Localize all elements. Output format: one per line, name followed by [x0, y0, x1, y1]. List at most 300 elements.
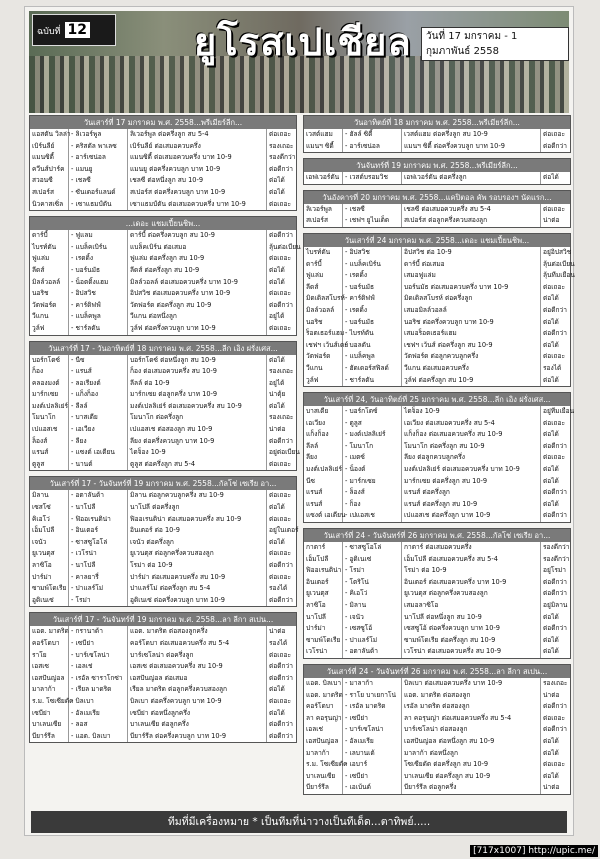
verdict: ต่อเถอะ [269, 491, 291, 500]
away-team: - ลอเรียงต์ [69, 378, 128, 390]
tip-text: แมนยู ต่อครึ่งควบลูก บาท 10-9 [128, 164, 267, 176]
verdict: ต่อเถอะ [543, 282, 565, 291]
away-team: - เรอัล มาดริด [343, 701, 402, 713]
home-team: เวโรน่า [304, 646, 343, 658]
home-team: ก็อง [30, 366, 69, 378]
verdict: ต่อเถอะ [269, 549, 291, 558]
verdict: อยู่ต่อเบียน [269, 448, 300, 457]
away-team: - เรดดิ้ง [343, 270, 402, 282]
away-team: - ล็องส์ [343, 487, 402, 499]
home-team: เชฟฯ เว้นส์เดย์ [304, 340, 343, 352]
away-team: - แบล็คพูล [343, 351, 402, 363]
verdict: ต่อดีกว่า [543, 329, 567, 338]
tip-text: โซเซียดัด ต่อครึ่งลูก สบ 10-9 [402, 759, 541, 771]
verdict: ต่อได้ [543, 736, 559, 745]
table-row [304, 635, 579, 647]
verdict: ลุ้นต่อเบียน [543, 259, 575, 268]
tip-text: มงต์เปลลิเย่ร์ ต่อเสมอควบครึ่ง บาท 10-9 [402, 464, 541, 476]
table-row [30, 389, 305, 401]
tip-text: ลิเวอร์พูล ต่อครึ่งลูก สบ 5-4 [128, 129, 267, 141]
tip-text: บาเลนเซีย ต่อลูกครึ่ง [128, 719, 267, 731]
fixture-section [29, 216, 301, 335]
away-team: - อัลเมเรีย [69, 708, 128, 720]
table-row [304, 172, 579, 184]
home-team: ปาร์ม่า [304, 623, 343, 635]
away-team: - นาโปลี [69, 560, 128, 572]
away-team: - บาสเตีย [69, 412, 128, 424]
tip-text: ลา คอรุนญ่า ต่อเสมอควบครึ่ง สบ 5-4 [402, 713, 541, 725]
away-team: - อตาลันต้า [343, 646, 402, 658]
tip-text: ลียง ต่อครึ่งควบลูก บาท 10-9 [128, 436, 267, 448]
table-row [30, 696, 305, 708]
tip-text: เสมอลาซิโอ [402, 600, 541, 612]
table-row [30, 638, 305, 650]
magazine-title: ยูโรสเปเชียล [194, 19, 412, 64]
verdict: ต่อเถอะ [269, 459, 291, 468]
tip-text: เสมอมิลล์วอลล์ [402, 305, 541, 317]
tip-text: แรนส์ ต่อครึ่งลูก สบ 10-9 [402, 499, 541, 511]
tip-text: เจนัว ต่อครึ่งลูก [128, 537, 267, 549]
verdict: ต่อเถอะ [269, 254, 291, 263]
home-team: วีแกน [304, 363, 343, 375]
home-team: ลา คอรุนญ่า [304, 713, 343, 725]
away-team: - อูดิเนเซ่ [343, 554, 402, 566]
footer-note: ทีมที่มีเครื่องหมาย * เป็นทีมที่น่าวางเป็นทีเด็ด...ตาทิพย์..... [31, 811, 567, 833]
fixture-section [303, 158, 571, 185]
issue-number: 12 [65, 22, 90, 38]
home-team: แมนซิตี้ [30, 152, 69, 164]
home-team: กาตาร์ [304, 542, 343, 554]
home-team: คิเอโว่ [30, 514, 69, 526]
table-row [30, 175, 305, 187]
home-team: มงต์เปลลิเย่ร์ [304, 464, 343, 476]
verdict: ต่อได้ [269, 401, 285, 410]
verdict: น่าต่อ [543, 216, 560, 225]
date-range: วันที่ 17 มกราคม - 1 กุมภาพันธ์ 2558 [421, 27, 569, 61]
tip-text: สเปอร์ส ต่อครึ่งควบลูก บาท 10-9 [128, 187, 267, 199]
home-team: เอ็มโปลี [304, 554, 343, 566]
away-team: - เซบีย่า [343, 713, 402, 725]
table-row [30, 560, 305, 572]
home-team: มิดเดิลสโบรห์ [304, 293, 343, 305]
tip-text: บิลเบา ต่อเสมอควบครึ่ง บาท 10-9 [402, 678, 541, 690]
watermark: [717x1007] http://upic.me/ [470, 845, 598, 857]
verdict: ต่อดีกว่า [543, 141, 567, 150]
table-row [304, 748, 579, 760]
table-row [30, 490, 305, 502]
magazine-page [24, 6, 574, 836]
verdict: รองได้ [543, 363, 562, 372]
away-team: - ตูลูส [343, 418, 402, 430]
verdict: ต่อได้ [543, 375, 559, 384]
verdict: ต่อเถอะ [269, 199, 291, 208]
home-team: แก็งก็อง [304, 429, 343, 441]
verdict: รองดีกว่า [269, 153, 296, 162]
home-team: แซงต์ เอเตียน [304, 510, 343, 522]
section-header: วันเสาร์ที่ 24 - วันจันทร์ที่ 26 มกราคม พ.ศ. 2558...ลา ลีกา สเปน... [304, 665, 570, 678]
home-team: ยูเวนตุส [304, 588, 343, 600]
verdict: รองเถอะ [543, 678, 568, 687]
verdict: รองดีกว่า [543, 543, 570, 552]
verdict: ต่อดีกว่า [269, 561, 293, 569]
tip-text: แมนซิตี้ ต่อเสมอควบครึ่ง บาท 10-9 [128, 152, 267, 164]
table-row [304, 713, 579, 725]
issue-badge [32, 14, 116, 46]
away-team: - เอเวียง [69, 424, 128, 436]
away-team: - ไบรท์ตัน [343, 328, 402, 340]
home-team: ไบรท์ตัน [304, 247, 343, 259]
fixture-section [29, 115, 297, 211]
tip-text: บิลเบา ต่อครึ่งควบลูก บาท 10-9 [128, 696, 267, 708]
table-row [30, 548, 305, 560]
home-team: เอเวียง [304, 418, 343, 430]
verdict: ต่อดีกว่า [269, 231, 293, 240]
table-row [304, 464, 579, 476]
home-team: เจนัว [30, 537, 69, 549]
away-team: - เซสซูโอ้ [343, 623, 402, 635]
verdict: น่าต่อ [269, 425, 286, 434]
tip-text: เบิร์นลีย์ ต่อเสมอควบครึ่ง [128, 141, 267, 153]
verdict: ต่อได้ [543, 647, 559, 656]
home-team: ล็องส์ [30, 436, 69, 448]
verdict: รองเถอะ [269, 367, 294, 376]
home-team: ฟูแล่ม [30, 253, 69, 265]
tip-text: บียาร์รีล ต่อครึ่งควบลูก บาท 10-9 [128, 731, 267, 743]
fixture-section [303, 664, 571, 795]
fixture-table [30, 355, 305, 471]
verdict: ต่อได้ [543, 430, 559, 439]
table-row [30, 673, 305, 685]
away-team: - บอร์นมัธ [69, 265, 128, 277]
home-team: ลาซิโอ [30, 560, 69, 572]
tip-text: สเปอร์ส ต่อลูกครึ่งควบสองลูก [402, 215, 541, 227]
verdict: ต่อดีกว่า [543, 441, 567, 450]
tip-text: มิดเดิลสโบรห์ ต่อครึ่งลูก [402, 293, 541, 305]
verdict: ต่อเถอะ [269, 130, 291, 138]
verdict: อยู่อิปสวิช [543, 247, 572, 256]
away-team: - เจนัว [343, 612, 402, 624]
home-team: นีซ [304, 476, 343, 488]
verdict: ต่อเถอะ [543, 713, 565, 722]
tip-text: เวโรน่า ต่อเสมอควบครึ่ง สบ 10-9 [402, 646, 541, 658]
tip-text: บาร์เซโลน่า ต่อครึ่งลูก [128, 650, 267, 662]
fixture-table [304, 129, 579, 152]
home-team: ร.ม. โซเซียดัด [30, 696, 69, 708]
tip-text: เวสต์แฮม ต่อครึ่งลูก สบ 10-9 [402, 129, 541, 141]
tip-text: อินเตอร์ ต่อเสมอควบครึ่ง บาท 10-9 [402, 577, 541, 589]
verdict: ต่อเถอะ [543, 204, 565, 213]
away-team: - ซันเดอร์แลนด์ [69, 187, 128, 199]
verdict: ต่อเถอะ [543, 760, 565, 769]
verdict: ลุ้นทีมเยือน [543, 271, 575, 280]
verdict: ต่อได้ [269, 537, 285, 546]
away-team: - เอเบ้นต์ [343, 782, 402, 794]
table-row [304, 759, 579, 771]
home-team: ลีดส์ [30, 265, 69, 277]
tip-text: ปาร์ม่า ต่อเสมอควบครึ่ง สบ 10-9 [128, 572, 267, 584]
home-team: ดาร์บี้ [30, 230, 69, 242]
away-team: - มงต์เปลลิเย่ร์ [343, 429, 402, 441]
home-team: ซามพ์โดเรีย [304, 635, 343, 647]
header-banner [29, 11, 569, 113]
home-team: แรนส์ [304, 487, 343, 499]
tip-text: อูดิเนเซ่ ต่อครึ่งควบลูก บาท 10-9 [128, 595, 267, 607]
fixture-table [30, 490, 305, 606]
table-row [30, 708, 305, 720]
away-team: - เลบานเต้ [343, 748, 402, 760]
verdict: ต่อดีกว่า [543, 589, 567, 598]
table-row [30, 424, 305, 436]
table-row [304, 542, 579, 554]
home-team: แรนส์ [30, 447, 69, 459]
table-row [304, 565, 579, 577]
table-row [30, 583, 305, 595]
tip-text: บาเลนเซีย ต่อครึ่งลูก สบ 10-9 [402, 771, 541, 783]
home-team: ซามพ์โดเรีย [30, 583, 69, 595]
section-header: วันเสาร์ที่ 24 มกราคม พ.ศ. 2558...เดอะ แชมเปี้ยนชิพ... [304, 234, 570, 247]
away-team: - ลีลล์ [69, 401, 128, 413]
table-row [30, 731, 305, 743]
tip-text: บาร์เซโลน่า ต่อสองลูก [402, 724, 541, 736]
away-team: - ซาสซูโอโล่ [343, 542, 402, 554]
table-row [304, 418, 579, 430]
home-team: เอฟเวอร์ตัน [304, 172, 343, 184]
tip-text: โรม่า ต่อ 10-9 [128, 560, 267, 572]
right-column [303, 115, 575, 800]
fixture-table [304, 172, 579, 184]
table-row [304, 612, 579, 624]
away-team: - เรดดิ้ง [69, 253, 128, 265]
away-team: - คาร์ดิฟฟ์ [343, 293, 402, 305]
tip-text: เอเวียง ต่อเสมอควบครึ่ง สบ 5-4 [402, 418, 541, 430]
away-team: - นาโปลี [69, 502, 128, 514]
away-team: - น็อตติ้งแฮม [69, 277, 128, 289]
verdict: ต่อได้ [543, 612, 559, 621]
tip-text: มงต์เปลลิเย่ร์ ต่อเสมอควบครึ่ง สบ 10-9 [128, 401, 267, 413]
verdict: ต่อได้ [269, 187, 285, 196]
away-team: - เซาแธมป์ตัน [69, 199, 128, 211]
tip-text: บียาร์รีล ต่อลูกครึ่ง [402, 782, 541, 794]
tip-text: เซสซูโอ้ ต่อครึ่งควบลูก บาท 10-9 [402, 623, 541, 635]
tip-text: มิลาน ต่อลูกควบลูกครึ่ง สบ 10-9 [128, 490, 267, 502]
table-row [30, 525, 305, 537]
verdict: ต่อได้ [269, 176, 285, 185]
section-header: วันอาทิตย์ที่ 18 มกราคม พ.ศ. 2558...พรีเมียร์ลีก... [304, 116, 570, 129]
away-team: - อิปสวิช [69, 288, 128, 300]
section-header: วันอังคารที่ 20 มกราคม พ.ศ. 2558...แคปิตอล คัพ รอบรองฯ นัดแรก... [304, 191, 570, 204]
away-team: - แบล็คเบิร์น [343, 259, 402, 271]
table-row [304, 510, 579, 522]
verdict: ต่อได้ [543, 173, 559, 182]
away-team: - เชลซี [69, 175, 128, 187]
verdict: ต่อดีกว่า [269, 436, 293, 445]
away-team: - เซบีย่า [343, 771, 402, 783]
table-row [304, 375, 579, 387]
tip-text: มาร์กเซย ต่อครึ่งลูก สบ 10-9 [402, 476, 541, 488]
away-team: - เรอัล ซาราโกซ่า [69, 673, 128, 685]
table-row [30, 626, 305, 638]
home-team: เวสต์แฮม [304, 129, 343, 141]
verdict: ต่อได้ [543, 340, 559, 349]
tip-text: เชฟฯ เว้นส์ ต่อครึ่งลูก สบ 10-9 [402, 340, 541, 352]
verdict: ต่อเถอะ [269, 323, 291, 332]
home-team: ร.ม. โซเซียดัด [304, 759, 343, 771]
away-team: - เวโรน่า [69, 548, 128, 560]
tip-text: โมนาโก ต่อครึ่งลูก [128, 412, 267, 424]
away-team: - แอต. บิลเบา [69, 731, 128, 743]
home-team: ราโย [30, 650, 69, 662]
tip-text: ลียง ต่อลูกควบลูกครึ่ง [402, 452, 541, 464]
table-row [30, 277, 305, 289]
away-team: - ชาร์ลตัน [343, 375, 402, 387]
home-team: มงต์เปลลิเย่ร์ [30, 401, 69, 413]
away-team: - เรียล มาดริด [69, 684, 128, 696]
table-row [304, 701, 579, 713]
away-team: - แบล็คเบิร์น [69, 242, 128, 254]
verdict: ต่อได้ [543, 635, 559, 644]
home-team: เปแอสเช [30, 424, 69, 436]
away-team: - ปาแลร์โม่ [343, 635, 402, 647]
home-team: ลีดส์ [304, 282, 343, 294]
table-row [304, 499, 579, 511]
tip-text: เซาแธมป์ตัน ต่อเสมอควบครึ่ง บาท 10-9 [128, 199, 267, 211]
tip-text: บอร์นมัธ ต่อเสมอควบครึ่ง บาท 10-9 [402, 282, 541, 294]
away-team: - แก็งก็อง [69, 389, 128, 401]
section-header: วันเสาร์ที่ 17 มกราคม พ.ศ. 2558...พรีเมียร์ลีก... [30, 116, 296, 129]
tip-text: วีแกน ต่อเสมอควบครึ่ง [402, 363, 541, 375]
away-team: - ปาแลร์โม่ [69, 583, 128, 595]
home-team: มาร์กเซย [30, 389, 69, 401]
tip-text: เสมอฟูแล่ม [402, 270, 541, 282]
section-header: วันเสาร์ที่ 24 - วันจันทร์ที่ 26 มกราคม พ.ศ. 2558...กัลโช่ เซเรีย อา... [304, 529, 570, 542]
away-team: - คริสตัล พาเลซ [69, 141, 128, 153]
table-row [304, 724, 579, 736]
tip-text: เชลซี ต่อหนึ่งลูก สบ 10-9 [128, 175, 267, 187]
home-team: สเปอร์ส [30, 187, 69, 199]
tip-text: เรียล มาดริด ต่อลูกครึ่งควบสองลูก [128, 684, 267, 696]
table-row [304, 554, 579, 566]
away-team: - คาลยารี่ [69, 572, 128, 584]
home-team: ฟิออเรนติน่า [304, 565, 343, 577]
fixture-table [30, 230, 305, 334]
table-row [30, 378, 305, 390]
table-row [30, 129, 305, 141]
verdict: ต่อดีกว่า [543, 488, 567, 497]
table-row [304, 215, 579, 227]
home-team: วัตฟอร์ด [304, 351, 343, 363]
section-header: วันจันทร์ที่ 19 มกราคม พ.ศ. 2558...พรีเมียร์ลีก... [304, 159, 570, 172]
away-team: - เวสต์บรอมวิช [343, 172, 402, 184]
fixture-table [30, 626, 305, 742]
tip-text: เปแอสเช ต่อสองลูก สบ 10-9 [128, 424, 267, 436]
home-team: ลีลล์ [304, 441, 343, 453]
home-team: ลิเวอร์พูล [304, 204, 343, 216]
table-row [30, 401, 305, 413]
home-team: บียาร์รีล [30, 731, 69, 743]
home-team: แอสตัน วิลล่า [30, 129, 69, 141]
fixture-section [29, 612, 297, 743]
away-team: - โรม่า [69, 595, 128, 607]
table-row [304, 270, 579, 282]
away-team: - ราโย บาเยกาโน่ [343, 690, 402, 702]
verdict: ต่อดีกว่า [543, 305, 567, 314]
home-team: มาลาก้า [304, 748, 343, 760]
away-team: - เมตซ์ [343, 452, 402, 464]
tip-text: ซามพ์โดเรีย ต่อครึ่งลูก สบ 10-9 [402, 635, 541, 647]
table-row [30, 537, 305, 549]
verdict: ต่อดีกว่า [543, 511, 567, 520]
away-team: - แรนส์ [69, 366, 128, 378]
table-row [30, 187, 305, 199]
home-team: วูล์ฟ [30, 323, 69, 335]
table-row [304, 623, 579, 635]
home-team: เซบีย่า [30, 708, 69, 720]
home-team: นิวคาสเซิ่ล [30, 199, 69, 211]
home-team: เอสปันญ่อล [304, 736, 343, 748]
home-team: แรนส์ [304, 499, 343, 511]
tip-text: เอ็มโปลี ต่อเสมอควบครึ่ง สบ 5-4 [402, 554, 541, 566]
tip-text: นอริช ต่อครึ่งควบลูก บาท 10-9 [402, 317, 541, 329]
tip-text: ก็อง ต่อเสมอควบครึ่ง สบ 10-9 [128, 366, 267, 378]
home-team: ลียง [304, 452, 343, 464]
verdict: ต่อได้ [269, 355, 285, 364]
section-header: วันเสาร์ที่ 17 - วันจันทร์ที่ 19 มกราคม พ.ศ. 2558...กัลโช่ เซเรีย อา... [30, 477, 296, 490]
verdict: ต่อเถอะ [543, 352, 565, 361]
home-team: วัตฟอร์ด [30, 300, 69, 312]
home-team: ยูเวนตุส [30, 548, 69, 560]
table-row [30, 164, 305, 176]
home-team: บาเลนเซีย [304, 771, 343, 783]
home-team: นอริช [30, 288, 69, 300]
home-team: คลองมงต์ [30, 378, 69, 390]
tip-text: แบล็คเบิร์น ต่อเสมอ [128, 242, 267, 254]
verdict: ต่อได้ [543, 476, 559, 485]
fixture-table [304, 542, 579, 658]
table-row [304, 476, 579, 488]
tip-text: ไดจ็อง 10-9 [402, 406, 541, 418]
away-team: - แซงต์ เอเตียน [69, 447, 128, 459]
verdict: อยู่ในเตอร์ [269, 526, 299, 535]
away-team: - อาร์เซน่อล [69, 152, 128, 164]
table-row [304, 600, 579, 612]
table-row [304, 247, 579, 259]
home-team: ร็อตเธอร์แฮม [304, 328, 343, 340]
away-team: - มาร์กเซย [343, 476, 402, 488]
fixture-section [29, 341, 300, 472]
away-team: - เซบีย่า [69, 638, 128, 650]
tip-text: แรนส์ ต่อครึ่งลูก [402, 487, 541, 499]
table-row [30, 719, 305, 731]
verdict: ต่อได้ [269, 503, 285, 512]
verdict: น่าต่อ [543, 783, 560, 792]
tip-text: นาโปลี ต่อครึ่งลูก [128, 502, 267, 514]
away-team: - บอร์นมัธ [343, 317, 402, 329]
table-row [30, 595, 305, 607]
away-team: - อตาลันต้า [69, 490, 128, 502]
tip-text: แอต. มาดริด ต่อสองลูกครึ่ง [128, 626, 267, 638]
tip-text: อินเตอร์ ต่อ 10-9 [128, 525, 267, 537]
verdict: ต่อเถอะ [269, 696, 291, 705]
away-team: - นานต์ [69, 459, 128, 471]
verdict: ต่อได้ [543, 771, 559, 780]
away-team: - คาร์ดิฟฟ์ [69, 300, 128, 312]
table-row [304, 363, 579, 375]
away-team: - เรดดิ้ง [343, 305, 402, 317]
away-team: - อินเตอร์ [69, 525, 128, 537]
verdict: น่าตุ้ย [269, 390, 286, 399]
away-team: - แบล็คพูล [69, 311, 128, 323]
tip-text: วูล์ฟ ต่อครึ่งลูก สบ 10-9 [402, 375, 541, 387]
